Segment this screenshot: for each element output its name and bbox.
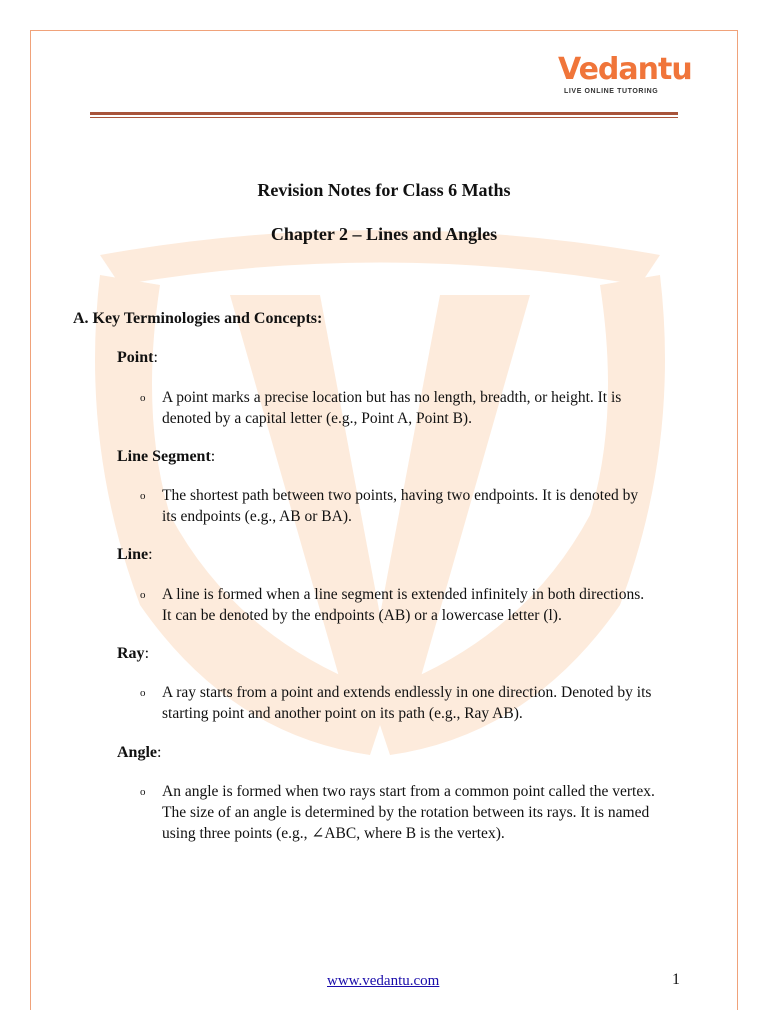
document-title: Revision Notes for Class 6 Maths <box>257 180 511 200</box>
definition-line: It can be denoted by the endpoints (AB) or a lowercase letter (l). <box>162 607 562 624</box>
definition-line: starting point and another point on its path (e.g., Ray AB). <box>162 705 523 722</box>
term-colon: : <box>157 744 162 761</box>
term-label: Line <box>117 546 149 563</box>
term-definition <box>162 682 692 724</box>
definition-line: A ray starts from a point and extends endlessly in one direction. Denoted by its <box>162 684 652 701</box>
vedantu-logo <box>558 52 692 100</box>
term-definition <box>162 584 692 626</box>
term-ray <box>117 645 149 663</box>
term-definition <box>162 387 692 429</box>
definition-line: using three points (e.g., ∠ABC, where B is the vertex). <box>162 825 505 842</box>
term-label: Line Segment <box>117 448 211 465</box>
footer-website-link[interactable]: www.vedantu.com <box>327 973 440 989</box>
bullet-icon: o <box>140 786 146 798</box>
logo-tagline: LIVE ONLINE TUTORING <box>564 88 659 95</box>
term-definition <box>162 485 692 527</box>
definition-line: A point marks a precise location but has no length, breadth, or height. It is <box>162 389 622 406</box>
term-colon: : <box>148 546 153 563</box>
term-line-segment <box>117 448 215 466</box>
logo-wordmark: Vedantu <box>558 52 692 87</box>
section-heading: A. Key Terminologies and Concepts: <box>73 310 323 327</box>
bullet-icon: o <box>140 490 146 502</box>
definition-line: An angle is formed when two rays start from a common point called the vertex. <box>162 783 655 800</box>
header-rule <box>90 112 678 115</box>
chapter-title: Chapter 2 – Lines and Angles <box>270 224 498 244</box>
definition-line: The shortest path between two points, having two endpoints. It is denoted by <box>162 487 639 504</box>
term-colon: : <box>153 349 158 366</box>
bullet-icon: o <box>140 589 146 601</box>
page-number: 1 <box>672 971 680 988</box>
bullet-icon: o <box>140 392 146 404</box>
definition-line: The size of an angle is determined by the rotation between its rays. It is named <box>162 804 650 821</box>
definition-line: denoted by a capital letter (e.g., Point A, Point B). <box>162 410 472 427</box>
term-angle <box>117 744 161 762</box>
term-point <box>117 349 158 367</box>
term-colon: : <box>144 645 150 662</box>
term-label: Angle <box>117 744 157 761</box>
header-rule-thin <box>90 117 678 118</box>
term-line <box>117 546 153 564</box>
definition-line: its endpoints (e.g., AB or BA). <box>162 508 352 525</box>
definition-line: A line is formed when a line segment is extended infinitely in both directions. <box>162 586 645 603</box>
bullet-icon: o <box>140 687 146 699</box>
term-colon: : <box>210 448 216 465</box>
term-label: Point <box>117 349 154 366</box>
term-label: Ray <box>117 645 145 662</box>
term-definition <box>162 781 692 844</box>
